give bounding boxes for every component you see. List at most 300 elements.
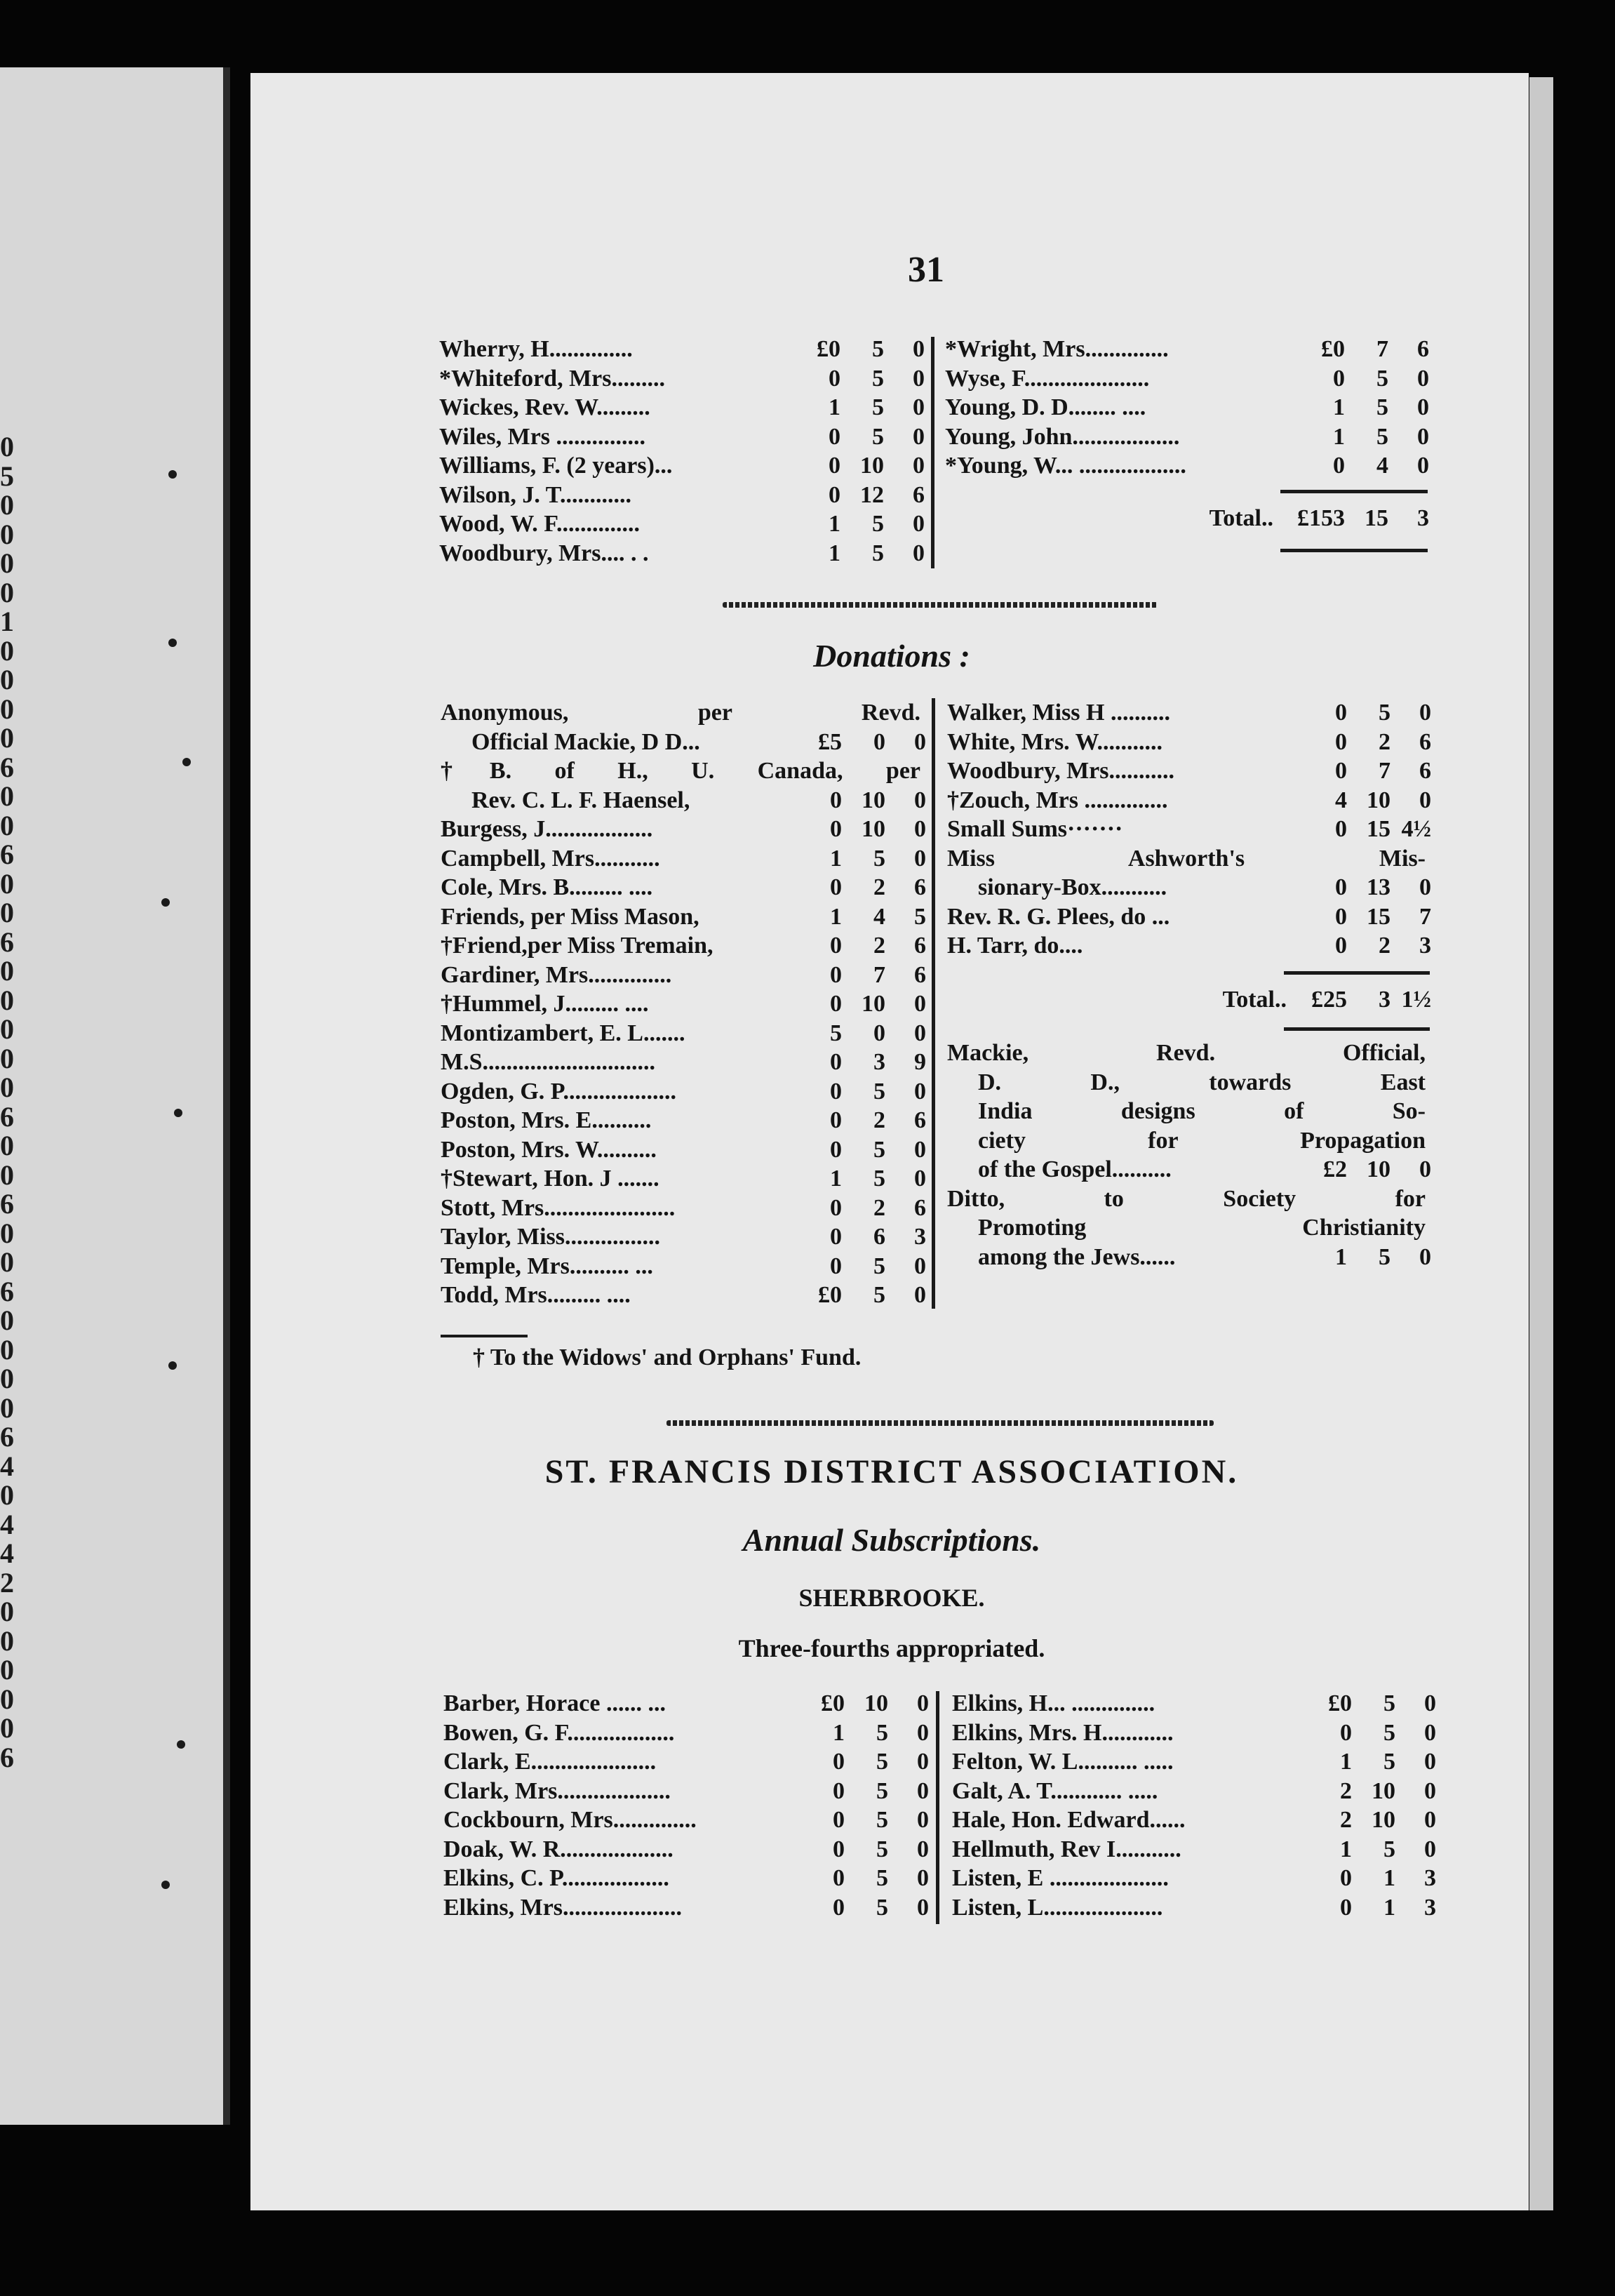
amount-pence: 6 xyxy=(1419,728,1431,755)
ledger-amount xyxy=(791,873,926,902)
amount-pence: 6 xyxy=(914,874,926,900)
amount-shillings: 5 xyxy=(872,423,884,450)
ledger-amount xyxy=(794,1893,929,1923)
ledger-name: Wilson, J. T............ xyxy=(439,481,631,508)
facing-page-digit: 0 xyxy=(0,1333,14,1366)
ledger-row xyxy=(947,1097,1431,1126)
ledger-amount xyxy=(791,1164,926,1194)
ledger-name: Small Sums······· xyxy=(947,816,1123,842)
amount-shillings: 5 xyxy=(872,336,884,362)
amount-shillings: 5 xyxy=(1383,1719,1395,1746)
ledger-amount xyxy=(790,509,925,539)
ledger-row xyxy=(441,961,926,990)
ledger-row xyxy=(441,873,926,902)
amount-shillings: 5 xyxy=(876,1865,888,1891)
amount-pounds: £0 xyxy=(821,1690,845,1716)
amount-shillings: 10 xyxy=(862,816,885,842)
subscriptions-left-column xyxy=(439,335,925,568)
ledger-name: Wood, W. F.............. xyxy=(439,511,640,537)
ledger-row xyxy=(947,786,1431,815)
ledger-row xyxy=(441,756,926,786)
ledger-name: Montizambert, E. L....... xyxy=(441,1020,685,1046)
ledger-name: Elkins, Mrs. H............ xyxy=(952,1719,1174,1746)
amount-pence: 0 xyxy=(917,1807,929,1833)
footnote: † To the Widows' and Orphans' Fund. xyxy=(473,1344,862,1370)
amount-pounds: 0 xyxy=(830,787,842,813)
ledger-amount xyxy=(791,1048,926,1077)
facing-page-digit: 6 xyxy=(0,1741,14,1772)
facing-page-digit: 0 xyxy=(0,1654,14,1686)
amount-pounds: 2 xyxy=(1340,1807,1352,1833)
facing-page-digit: 6 xyxy=(0,751,14,783)
amount-pounds: 1 xyxy=(829,394,840,420)
facing-page-digit: 0 xyxy=(0,984,14,1016)
ledger-row xyxy=(947,698,1431,728)
ledger-row xyxy=(945,422,1429,452)
facing-page-digit: 0 xyxy=(0,1013,14,1045)
facing-page-digit: 0 xyxy=(0,1304,14,1336)
amount-pence: 6 xyxy=(1419,758,1431,784)
ledger-row xyxy=(439,509,925,539)
amount-pounds: 0 xyxy=(830,991,842,1017)
amount-pence: 3 xyxy=(914,1224,926,1250)
donations-heading: Donations : xyxy=(813,638,970,674)
ledger-name: Bowen, G. F.................. xyxy=(443,1719,675,1746)
amount-pounds: 0 xyxy=(830,933,842,959)
ledger-amount xyxy=(790,335,925,364)
ledger-amount xyxy=(791,815,926,844)
amount-pence: 6 xyxy=(1417,336,1429,362)
amount-pence: 0 xyxy=(914,1020,926,1046)
ledger-name: Poston, Mrs. E.......... xyxy=(441,1107,652,1133)
ledger-name: Barber, Horace ...... ... xyxy=(443,1690,666,1716)
ledger-row xyxy=(439,539,925,568)
amount-shillings: 5 xyxy=(1376,423,1388,450)
amount-shillings: 5 xyxy=(872,540,884,566)
donations-right-column xyxy=(947,698,1431,961)
amount-shillings: 10 xyxy=(864,1690,888,1716)
amount-pounds: 0 xyxy=(833,1777,845,1804)
ledger-row xyxy=(443,1689,929,1718)
facing-page-digit: 0 xyxy=(0,664,14,695)
total-shillings: 15 xyxy=(1365,505,1388,531)
amount-pounds: 1 xyxy=(830,903,842,930)
ledger-row xyxy=(952,1864,1436,1893)
ledger-row xyxy=(947,1039,1431,1068)
association-note: Three-fourths appropriated. xyxy=(738,1634,1045,1662)
column-divider xyxy=(936,1691,939,1924)
amount-pence: 0 xyxy=(913,423,925,450)
amount-pounds: 0 xyxy=(833,1836,845,1862)
ledger-amount xyxy=(791,786,926,815)
amount-pence: 0 xyxy=(1417,423,1429,450)
ledger-name: Poston, Mrs. W.......... xyxy=(441,1136,657,1163)
ledger-row xyxy=(441,1106,926,1135)
ledger-name: Cole, Mrs. B......... .... xyxy=(441,874,653,900)
association-title: ST. FRANCIS DISTRICT ASSOCIATION. xyxy=(544,1453,1239,1490)
amount-shillings: 5 xyxy=(1379,1243,1390,1270)
amount-pounds: 0 xyxy=(833,1894,845,1921)
ledger-amount xyxy=(1296,815,1431,844)
amount-pounds: £5 xyxy=(818,728,842,755)
facing-page-digit: 6 xyxy=(0,1275,14,1307)
amount-pence: 0 xyxy=(1417,365,1429,392)
ledger-row xyxy=(947,1213,1431,1243)
page-number: 31 xyxy=(908,250,944,290)
ledger-name: Listen, L.................... xyxy=(952,1894,1163,1921)
ledger-name: Wickes, Rev. W......... xyxy=(439,394,650,420)
amount-pence: 6 xyxy=(914,1194,926,1221)
amount-pounds: 1 xyxy=(1335,1243,1347,1270)
ledger-row xyxy=(945,335,1429,364)
ledger-row xyxy=(952,1835,1436,1864)
amount-pence: 3 xyxy=(1419,933,1431,959)
ledger-row xyxy=(947,873,1431,902)
facing-page-digit: 0 xyxy=(0,1246,14,1278)
amount-pounds: 0 xyxy=(1335,758,1347,784)
ledger-row xyxy=(441,989,926,1019)
amount-shillings: 5 xyxy=(1383,1690,1395,1716)
ledger-amount xyxy=(790,364,925,394)
ledger-row xyxy=(947,931,1431,961)
amount-pence: 0 xyxy=(1424,1807,1436,1833)
donations-total-rule-top xyxy=(1284,971,1430,975)
facing-page-digit: 0 xyxy=(0,1391,14,1424)
amount-pounds: 1 xyxy=(1340,1836,1352,1862)
amount-pounds: 0 xyxy=(1335,728,1347,755)
amount-pounds: 2 xyxy=(1340,1777,1352,1804)
facing-page-digit: 0 xyxy=(0,780,14,812)
facing-page-digit: 0 xyxy=(0,1217,14,1249)
ledger-row xyxy=(947,728,1431,757)
amount-pence: 0 xyxy=(917,1777,929,1804)
ledger-row xyxy=(443,1835,929,1864)
ledger-row xyxy=(441,1281,926,1310)
donations-left-column xyxy=(441,698,926,1310)
total-pounds: £25 xyxy=(1311,987,1347,1013)
amount-pence: 3 xyxy=(1424,1865,1436,1891)
ledger-name: H. Tarr, do.... xyxy=(947,933,1083,959)
amount-pence: 7 xyxy=(1419,903,1431,930)
ledger-name: Elkins, H... .............. xyxy=(952,1690,1155,1716)
section-divider xyxy=(723,602,1158,608)
ledger-amount xyxy=(791,902,926,932)
ledger-name: Rev. C. L. F. Haensel, xyxy=(471,787,690,813)
ledger-row xyxy=(947,902,1431,932)
ledger-row xyxy=(443,1893,929,1923)
ledger-row xyxy=(945,451,1429,481)
total-pounds: £153 xyxy=(1297,505,1345,531)
facing-page-digit: 0 xyxy=(0,1596,14,1627)
association-place: SHERBROOKE. xyxy=(798,1584,985,1612)
amount-shillings: 2 xyxy=(873,1194,885,1221)
facing-page-digit: 2 xyxy=(0,1566,14,1598)
ledger-name: Cockbourn, Mrs.............. xyxy=(443,1807,697,1833)
amount-pounds: £0 xyxy=(1321,336,1345,362)
amount-shillings: 10 xyxy=(1372,1807,1395,1833)
amount-pounds: 1 xyxy=(1340,1749,1352,1775)
ledger-row xyxy=(441,698,926,728)
ledger-amount xyxy=(1294,393,1429,422)
amount-shillings: 5 xyxy=(876,1719,888,1746)
ledger-name: Woodbury, Mrs.... . . xyxy=(439,540,649,566)
amount-shillings: 3 xyxy=(873,1049,885,1075)
facing-page-digit: 0 xyxy=(0,722,14,754)
facing-page-digit: 0 xyxy=(0,547,14,579)
association-subtitle: Annual Subscriptions. xyxy=(742,1522,1041,1558)
section-divider xyxy=(666,1420,1214,1426)
facing-page-digits xyxy=(0,432,18,1772)
ledger-name: Felton, W. L.......... ..... xyxy=(952,1749,1174,1775)
ledger-amount xyxy=(791,961,926,990)
amount-pence: 0 xyxy=(1424,1749,1436,1775)
ledger-name: *Wright, Mrs.............. xyxy=(945,336,1169,362)
ledger-name: †Friend,per Miss Tremain, xyxy=(441,933,713,959)
amount-pounds: 0 xyxy=(830,816,842,842)
ledger-row xyxy=(443,1747,929,1777)
amount-pence: 0 xyxy=(914,816,926,842)
page-edge-shadow xyxy=(1529,77,1553,2210)
facing-page-digit: 0 xyxy=(0,809,14,841)
amount-pounds: 0 xyxy=(830,1253,842,1279)
amount-pence: 6 xyxy=(914,1107,926,1133)
amount-pence: 0 xyxy=(914,991,926,1017)
ledger-amount xyxy=(791,1281,926,1310)
amount-shillings: 5 xyxy=(873,1136,885,1163)
facing-page-digit: 6 xyxy=(0,1188,14,1220)
amount-shillings: 10 xyxy=(860,453,884,479)
facing-page-digit: 0 xyxy=(0,576,14,608)
amount-shillings: 5 xyxy=(1383,1749,1395,1775)
amount-shillings: 5 xyxy=(1383,1836,1395,1862)
ledger-name: Campbell, Mrs........... xyxy=(441,845,660,872)
amount-shillings: 6 xyxy=(873,1224,885,1250)
ledger-amount xyxy=(794,1806,929,1835)
amount-shillings: 7 xyxy=(1379,758,1390,784)
amount-pence: 0 xyxy=(1419,700,1431,726)
amount-pence: 0 xyxy=(917,1749,929,1775)
amount-pence: 0 xyxy=(914,1078,926,1104)
ledger-name: *Whiteford, Mrs......... xyxy=(439,365,666,392)
ledger-amount xyxy=(794,1689,929,1718)
amount-pounds: 1 xyxy=(829,540,840,566)
column-divider xyxy=(931,337,934,568)
donations-total-rule-bottom xyxy=(1284,1027,1430,1031)
amount-shillings: 10 xyxy=(1367,787,1390,813)
ledger-name: Wherry, H.............. xyxy=(439,336,633,362)
amount-shillings: 1 xyxy=(1383,1894,1395,1921)
association-left-column xyxy=(443,1689,929,1922)
facing-page-digit: 0 xyxy=(0,634,14,667)
facing-page-digit: 1 xyxy=(0,606,14,637)
amount-pence: 0 xyxy=(1419,1243,1431,1270)
amount-pounds: 0 xyxy=(1340,1894,1352,1921)
ledger-amount xyxy=(1301,1864,1436,1893)
facing-page-digit: 0 xyxy=(0,867,14,900)
amount-pence: 0 xyxy=(914,845,926,872)
amount-shillings: 2 xyxy=(1379,933,1390,959)
amount-pence: 0 xyxy=(917,1690,929,1716)
ledger-row xyxy=(441,844,926,874)
ledger-row xyxy=(947,844,1431,874)
ledger-name: †Stewart, Hon. J ....... xyxy=(441,1166,659,1192)
ledger-row xyxy=(443,1718,929,1748)
amount-shillings: 15 xyxy=(1367,903,1390,930)
ledger-name: Burgess, J.................. xyxy=(441,816,653,842)
ledger-row xyxy=(952,1893,1436,1923)
ledger-amount xyxy=(1294,451,1429,481)
amount-pounds: 0 xyxy=(830,961,842,988)
ledger-row xyxy=(439,335,925,364)
ledger-name: Todd, Mrs......... .... xyxy=(441,1282,631,1308)
facing-page-digit: 4 xyxy=(0,1537,14,1569)
facing-page-digit: 4 xyxy=(0,1450,14,1482)
amount-pence: 6 xyxy=(914,933,926,959)
amount-shillings: 5 xyxy=(876,1894,888,1921)
amount-shillings: 7 xyxy=(873,961,885,988)
amount-pounds: 0 xyxy=(830,1224,842,1250)
amount-pounds: £2 xyxy=(1323,1156,1347,1182)
amount-pounds: 0 xyxy=(829,423,840,450)
amount-pounds: 0 xyxy=(829,453,840,479)
total-shillings: 3 xyxy=(1379,987,1390,1013)
amount-pounds: 1 xyxy=(1333,394,1345,420)
ledger-row xyxy=(947,756,1431,786)
ledger-row xyxy=(952,1718,1436,1748)
ledger-row xyxy=(947,815,1431,844)
amount-pence: 0 xyxy=(1419,787,1431,813)
ledger-amount xyxy=(1301,1689,1436,1718)
association-right-column xyxy=(952,1689,1436,1922)
ledger-amount xyxy=(1294,422,1429,452)
facing-page-digit: 0 xyxy=(0,897,14,928)
ledger-row xyxy=(441,1222,926,1252)
footnote-rule xyxy=(441,1335,528,1337)
facing-page-digit: 0 xyxy=(0,1363,14,1394)
amount-pence: 5 xyxy=(914,903,926,930)
amount-shillings: 5 xyxy=(873,845,885,872)
amount-pence: 0 xyxy=(1424,1836,1436,1862)
amount-shillings: 12 xyxy=(860,481,884,508)
ledger-name: Miss Ashworth's Mis- xyxy=(947,845,1426,872)
ledger-amount xyxy=(1296,728,1431,757)
amount-shillings: 5 xyxy=(873,1078,885,1104)
ledger-name: Friends, per Miss Mason, xyxy=(441,903,699,930)
facing-page-digit: 0 xyxy=(0,1072,14,1103)
ledger-row xyxy=(441,786,926,815)
facing-page-digit: 0 xyxy=(0,1130,14,1161)
ledger-amount xyxy=(1296,873,1431,902)
ledger-amount xyxy=(1296,786,1431,815)
ledger-amount xyxy=(1296,698,1431,728)
ledger-row xyxy=(441,902,926,932)
ledger-row xyxy=(947,1126,1431,1156)
ledger-amount xyxy=(794,1864,929,1893)
amount-shillings: 2 xyxy=(873,1107,885,1133)
facing-page-digit: 4 xyxy=(0,1508,14,1540)
amount-pounds: 1 xyxy=(833,1719,845,1746)
ledger-row xyxy=(441,1164,926,1194)
amount-pounds: 1 xyxy=(830,1166,842,1192)
amount-shillings: 4 xyxy=(873,903,885,930)
facing-page-digit: 0 xyxy=(0,955,14,987)
ledger-amount xyxy=(791,989,926,1019)
subscriptions-total-row xyxy=(945,504,1429,533)
ledger-row xyxy=(443,1864,929,1893)
ledger-name: Listen, E .................... xyxy=(952,1865,1169,1891)
ledger-name: Clark, Mrs................... xyxy=(443,1777,671,1804)
ledger-amount xyxy=(791,728,926,757)
amount-shillings: 5 xyxy=(873,1166,885,1192)
amount-shillings: 10 xyxy=(862,787,885,813)
facing-page-digit: 6 xyxy=(0,1100,14,1133)
ledger-row xyxy=(952,1689,1436,1718)
amount-pence: 0 xyxy=(917,1719,929,1746)
amount-pence: 0 xyxy=(917,1836,929,1862)
facing-page-digit: 6 xyxy=(0,839,14,870)
ledger-row xyxy=(441,1019,926,1048)
amount-pence: 0 xyxy=(913,453,925,479)
amount-pounds: £0 xyxy=(818,1282,842,1308)
donations-right-extra xyxy=(947,1039,1431,1272)
amount-shillings: 0 xyxy=(873,1020,885,1046)
ledger-amount xyxy=(791,1019,926,1048)
amount-pence: 0 xyxy=(913,336,925,362)
ledger-amount xyxy=(794,1777,929,1806)
ledger-name: Hellmuth, Rev I........... xyxy=(952,1836,1181,1862)
ledger-row xyxy=(443,1777,929,1806)
facing-page-digit: 0 xyxy=(0,1042,14,1074)
amount-shillings: 1 xyxy=(1383,1865,1395,1891)
ledger-name: Official Mackie, D D... xyxy=(471,728,700,755)
column-divider xyxy=(932,698,935,1309)
ledger-amount xyxy=(791,1194,926,1223)
ledger-name: India designs of So- xyxy=(978,1098,1426,1124)
ledger-amount xyxy=(1294,335,1429,364)
amount-pounds: 0 xyxy=(1340,1719,1352,1746)
ledger-amount xyxy=(791,1077,926,1107)
ledger-row xyxy=(441,1077,926,1107)
ledger-amount xyxy=(1301,1718,1436,1748)
donations-total-row xyxy=(947,985,1431,1015)
ledger-name: †Hummel, J......... .... xyxy=(441,991,649,1017)
ledger-row xyxy=(441,1252,926,1281)
total-rule-bottom xyxy=(1280,549,1428,552)
ledger-row xyxy=(441,1194,926,1223)
ledger-amount xyxy=(794,1718,929,1748)
ledger-name: M.S............................. xyxy=(441,1049,655,1075)
ledger-amount xyxy=(1296,1243,1431,1272)
amount-shillings: 5 xyxy=(876,1836,888,1862)
ledger-row xyxy=(947,1184,1431,1214)
ledger-name: Mackie, Revd. Official, xyxy=(947,1040,1426,1066)
amount-pence: 0 xyxy=(1419,874,1431,900)
ledger-amount xyxy=(791,1222,926,1252)
amount-pounds: 0 xyxy=(830,874,842,900)
amount-shillings: 5 xyxy=(1376,394,1388,420)
amount-pounds: 0 xyxy=(830,1078,842,1104)
amount-pence: 0 xyxy=(913,365,925,392)
amount-pence: 0 xyxy=(914,1253,926,1279)
amount-pence: 0 xyxy=(913,540,925,566)
total-rule-top xyxy=(1280,490,1428,493)
amount-pounds: 0 xyxy=(1340,1865,1352,1891)
total-pence: 1½ xyxy=(1401,987,1431,1013)
ledger-row xyxy=(945,364,1429,394)
amount-pounds: 0 xyxy=(1335,874,1347,900)
ledger-amount xyxy=(1296,931,1431,961)
amount-shillings: 4 xyxy=(1376,453,1388,479)
